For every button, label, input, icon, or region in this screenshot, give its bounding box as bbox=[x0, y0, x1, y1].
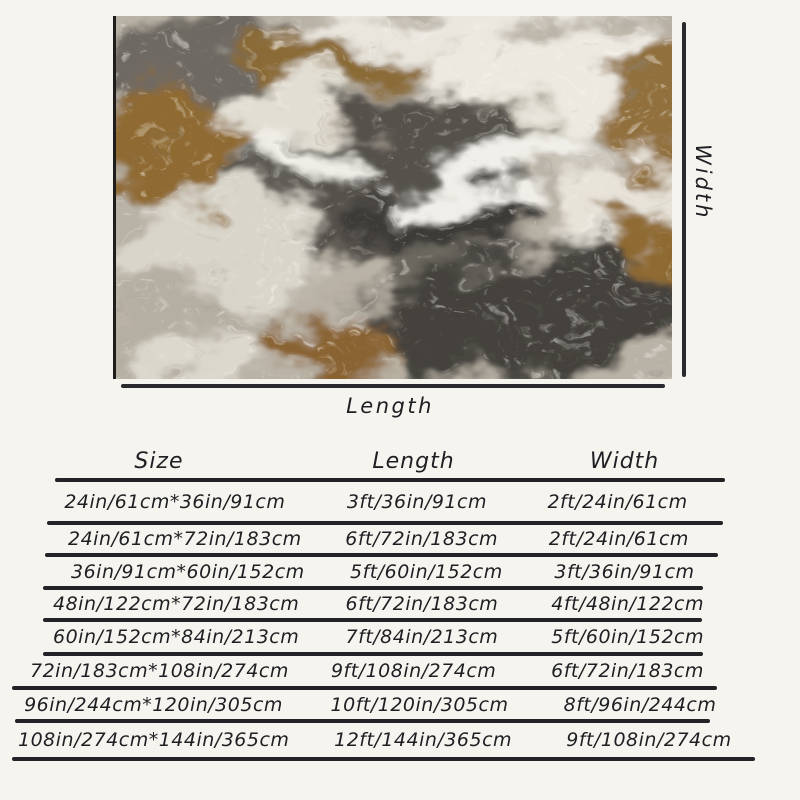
cell-size: 24in/61cm*36in/91cm bbox=[64, 490, 286, 513]
cell-width: 2ft/24in/61cm bbox=[547, 490, 688, 513]
cell-size: 36in/91cm*60in/152cm bbox=[71, 560, 305, 583]
cell-size: 24in/61cm*72in/183cm bbox=[68, 528, 302, 550]
length-dimension-line bbox=[121, 384, 665, 388]
cell-size: 96in/244cm*120in/305cm bbox=[24, 693, 283, 716]
table-row bbox=[12, 723, 757, 757]
cell-width: 8ft/96in/244cm bbox=[563, 693, 717, 716]
width-dimension-line bbox=[682, 22, 686, 377]
cell-size: 48in/122cm*72in/183cm bbox=[53, 593, 300, 615]
cell-size: 72in/183cm*108in/274cm bbox=[30, 660, 289, 682]
cell-width: 4ft/48in/122cm bbox=[551, 593, 704, 615]
cell-length: 12ft/144in/365cm bbox=[334, 729, 513, 751]
table-row bbox=[12, 525, 757, 553]
cell-width: 6ft/72in/183cm bbox=[551, 660, 704, 682]
product-image bbox=[113, 16, 672, 379]
table-row bbox=[12, 690, 757, 719]
table-row bbox=[12, 590, 757, 618]
cell-length: 5ft/60in/152cm bbox=[349, 560, 503, 583]
cell-width: 3ft/36in/91cm bbox=[554, 560, 695, 583]
table-row bbox=[12, 557, 757, 586]
table-row bbox=[12, 622, 757, 652]
length-axis-label: Length bbox=[346, 394, 434, 418]
cell-length: 9ft/108in/274cm bbox=[330, 660, 497, 682]
cell-length: 6ft/72in/183cm bbox=[345, 593, 499, 615]
cell-width: 9ft/108in/274cm bbox=[566, 729, 732, 751]
cell-length: 10ft/120in/305cm bbox=[330, 693, 509, 716]
size-table bbox=[12, 444, 757, 761]
column-header-size: Size bbox=[134, 448, 184, 474]
table-header-row bbox=[12, 444, 757, 478]
cell-length: 7ft/84in/213cm bbox=[345, 626, 499, 648]
table-row bbox=[12, 482, 757, 521]
table-row bbox=[12, 656, 757, 686]
column-header-width: Width bbox=[589, 448, 660, 474]
cell-width: 5ft/60in/152cm bbox=[551, 626, 704, 648]
table-bottom-line bbox=[12, 757, 755, 761]
marble-texture-graphic bbox=[116, 16, 672, 379]
cell-length: 3ft/36in/91cm bbox=[346, 490, 487, 513]
cell-size: 60in/152cm*84in/213cm bbox=[53, 626, 300, 648]
width-axis-label: Width bbox=[691, 144, 715, 221]
cell-width: 2ft/24in/61cm bbox=[548, 528, 689, 550]
cell-size: 108in/274cm*144in/365cm bbox=[18, 729, 290, 751]
column-header-length: Length bbox=[372, 448, 455, 474]
cell-length: 6ft/72in/183cm bbox=[345, 528, 499, 550]
